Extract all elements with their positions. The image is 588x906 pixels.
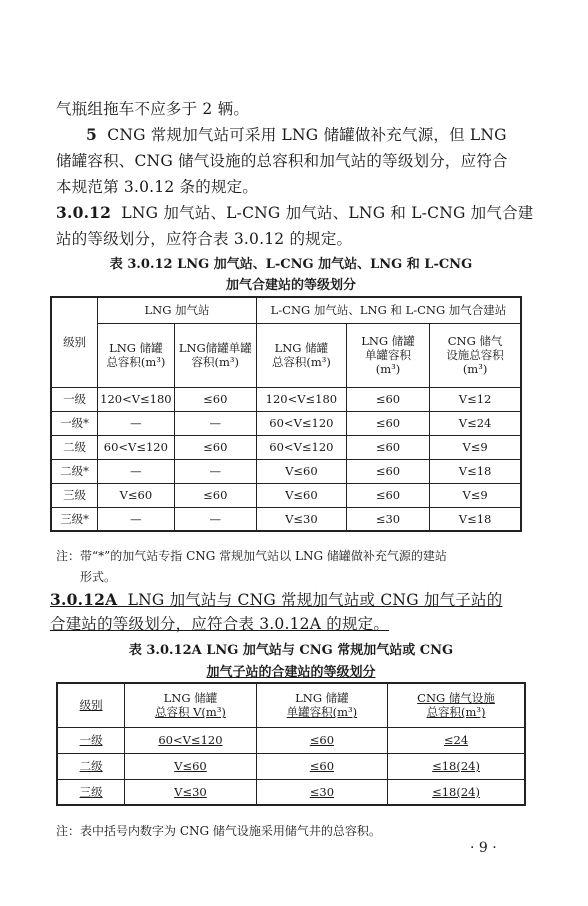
header-level: 级别 (51, 297, 98, 387)
item-5-text-1: CNG 常规加气站可采用 LNG 储罐做补充气源，但 LNG (107, 126, 507, 144)
cell-value: V≤12 (430, 387, 521, 411)
clause-3-0-12a-line-1 (50, 590, 502, 610)
clause-3-0-12a-text-1: LNG 加气站与 CNG 常规加气站或 CNG 加气子站的 (127, 591, 503, 609)
table-3-0-12a-note: 注：表中括号内数字为 CNG 储气设施采用储气井的总容积。 (56, 824, 381, 838)
cell-value: ≤60 (346, 435, 429, 459)
clause-3-0-12-text-1: LNG 加气站、L-CNG 加气站、LNG 和 L-CNG 加气合建 (121, 204, 534, 222)
table-row (51, 387, 521, 411)
clause-3-0-12-number: 3.0.12 (56, 203, 112, 222)
cell-value: ≤60 (174, 387, 256, 411)
cell-level: 一级* (51, 411, 98, 435)
table-3-0-12-caption-line-2: 加气合建站的等级划分 (225, 278, 356, 293)
cell-value: 120<V≤180 (256, 387, 346, 411)
cell-value: V≤60 (256, 459, 346, 483)
cell-level-text: 二级 (79, 759, 103, 773)
table-row (51, 507, 521, 531)
table-row (57, 779, 525, 805)
cell-value: — (174, 507, 256, 531)
cell-value-text: ≤18(24) (432, 759, 480, 773)
header-lng-total-volume-l1: LNG 储罐 (163, 691, 218, 706)
table-row (51, 483, 521, 507)
cell-value: ≤60 (346, 387, 429, 411)
table-row (51, 411, 521, 435)
cell-value (125, 779, 257, 805)
table-3-0-12a-caption-line-2: 加气子站的合建站的等级划分 (206, 665, 376, 680)
header-lng-single-tank-l2: 单罐容积(m³) (286, 705, 358, 720)
cell-value-text: ≤30 (309, 784, 335, 799)
cell-value: V≤9 (430, 483, 521, 507)
table-row (51, 459, 521, 483)
cell-value-text: ≤60 (309, 759, 335, 773)
cell-level: 二级 (51, 435, 98, 459)
cell-value-text: ≤18(24) (432, 784, 480, 799)
header-lng-total-volume: LNG 储罐 总容积(m³) (98, 323, 174, 387)
header-combined-lng-total-volume: LNG 储罐 总容积(m³) (256, 323, 346, 387)
header-cng-storage-total-l1: CNG 储气设施 (417, 691, 495, 706)
cell-value (256, 779, 387, 805)
cell-value: V≤60 (98, 483, 174, 507)
header-lng-total-volume-l2: 总容积 V(m³) (154, 705, 226, 720)
cell-value-text: ≤24 (443, 733, 469, 747)
cell-value-text: V≤30 (174, 784, 207, 799)
clause-3-0-12-line-2: 站的等级划分，应符合表 3.0.12 的规定。 (56, 230, 353, 248)
cell-level-text: 三级 (79, 784, 103, 799)
item-5-line-2: 储罐容积、CNG 储气设施的总容积和加气站的等级划分，应符合 (56, 152, 508, 170)
header-cng-storage-total (388, 683, 525, 727)
table-3-0-12-caption-line-1: 表 3.0.12 LNG 加气站、L-CNG 加气站、LNG 和 L-CNG (109, 257, 473, 272)
cell-value: — (98, 459, 174, 483)
cell-value-text: 60<V≤120 (158, 733, 223, 747)
table-3-0-12 (50, 296, 522, 532)
cell-level (57, 727, 125, 753)
cell-value (125, 753, 257, 779)
cell-value: 60<V≤120 (98, 435, 174, 459)
cell-value: V≤18 (430, 459, 521, 483)
cell-value: ≤60 (346, 459, 429, 483)
cell-value: ≤60 (346, 411, 429, 435)
item-5-number: 5 (86, 125, 97, 144)
item-5-line-3: 本规范第 3.0.12 条的规定。 (56, 178, 259, 196)
cell-value (388, 753, 525, 779)
cell-value-text: ≤60 (309, 733, 335, 747)
header-lng-single-tank (256, 683, 387, 727)
header-lng-station: LNG 加气站 (98, 297, 257, 323)
cell-level: 一级 (51, 387, 98, 411)
cell-value: V≤9 (430, 435, 521, 459)
table-3-0-12a-caption-line-1: 表 3.0.12A LNG 加气站与 CNG 常规加气站或 CNG (128, 643, 454, 658)
clause-3-0-12a-line-2: 合建站的等级划分，应符合表 3.0.12A 的规定。 (50, 615, 390, 633)
clause-3-0-12-line-1 (56, 203, 534, 223)
cell-value-text: V≤60 (174, 759, 207, 773)
cell-level (57, 779, 125, 805)
cell-value (388, 727, 525, 753)
header-combined-lng-single-tank: LNG 储罐 单罐容积 (m³) (346, 323, 429, 387)
table-3-0-12a (56, 682, 526, 806)
cell-level (57, 753, 125, 779)
cell-value (256, 727, 387, 753)
table-row (57, 727, 525, 753)
cell-value: ≤30 (346, 507, 429, 531)
cell-value: — (174, 459, 256, 483)
header-cng-storage-total-l2: 总容积(m³) (426, 705, 486, 720)
header-lng-single-tank-l1: LNG 储罐 (295, 691, 349, 706)
cell-value: ≤60 (174, 435, 256, 459)
header-lng-single-tank-volume: LNG储罐单罐 容积(m³) (174, 323, 256, 387)
cell-value: V≤30 (256, 507, 346, 531)
header-lng-total-volume (125, 683, 257, 727)
table-3-0-12-note-line-1: 注：带“*”的加气站专指 CNG 常规加气站以 LNG 储罐做补充气源的建站 (56, 549, 447, 563)
header-level (57, 683, 125, 727)
cell-level: 二级* (51, 459, 98, 483)
cell-value: ≤60 (346, 483, 429, 507)
paragraph-continuation: 气瓶组拖车不应多于 2 辆。 (56, 100, 250, 118)
header-level-text: 级别 (79, 698, 103, 713)
clause-3-0-12a-number: 3.0.12A (50, 590, 118, 609)
cell-value: — (98, 411, 174, 435)
cell-value: 60<V≤120 (256, 411, 346, 435)
table-row (51, 435, 521, 459)
page-number: · 9 · (470, 840, 497, 856)
cell-value: V≤18 (430, 507, 521, 531)
item-5-line-1 (86, 125, 507, 145)
header-combined-station: L-CNG 加气站、LNG 和 L-CNG 加气合建站 (256, 297, 521, 323)
table-row (57, 753, 525, 779)
cell-value (256, 753, 387, 779)
cell-value: 60<V≤120 (256, 435, 346, 459)
header-cng-storage-total: CNG 储气 设施总容积 (m³) (430, 323, 521, 387)
table-3-0-12-note-line-2: 形式。 (80, 570, 117, 584)
cell-level: 三级* (51, 507, 98, 531)
cell-value: 120<V≤180 (98, 387, 174, 411)
cell-value: ≤60 (174, 483, 256, 507)
cell-value: — (98, 507, 174, 531)
cell-value: V≤24 (430, 411, 521, 435)
cell-value: V≤60 (256, 483, 346, 507)
cell-value (125, 727, 257, 753)
cell-value: — (174, 411, 256, 435)
cell-level: 三级 (51, 483, 98, 507)
cell-level-text: 一级 (79, 733, 103, 747)
cell-value (388, 779, 525, 805)
